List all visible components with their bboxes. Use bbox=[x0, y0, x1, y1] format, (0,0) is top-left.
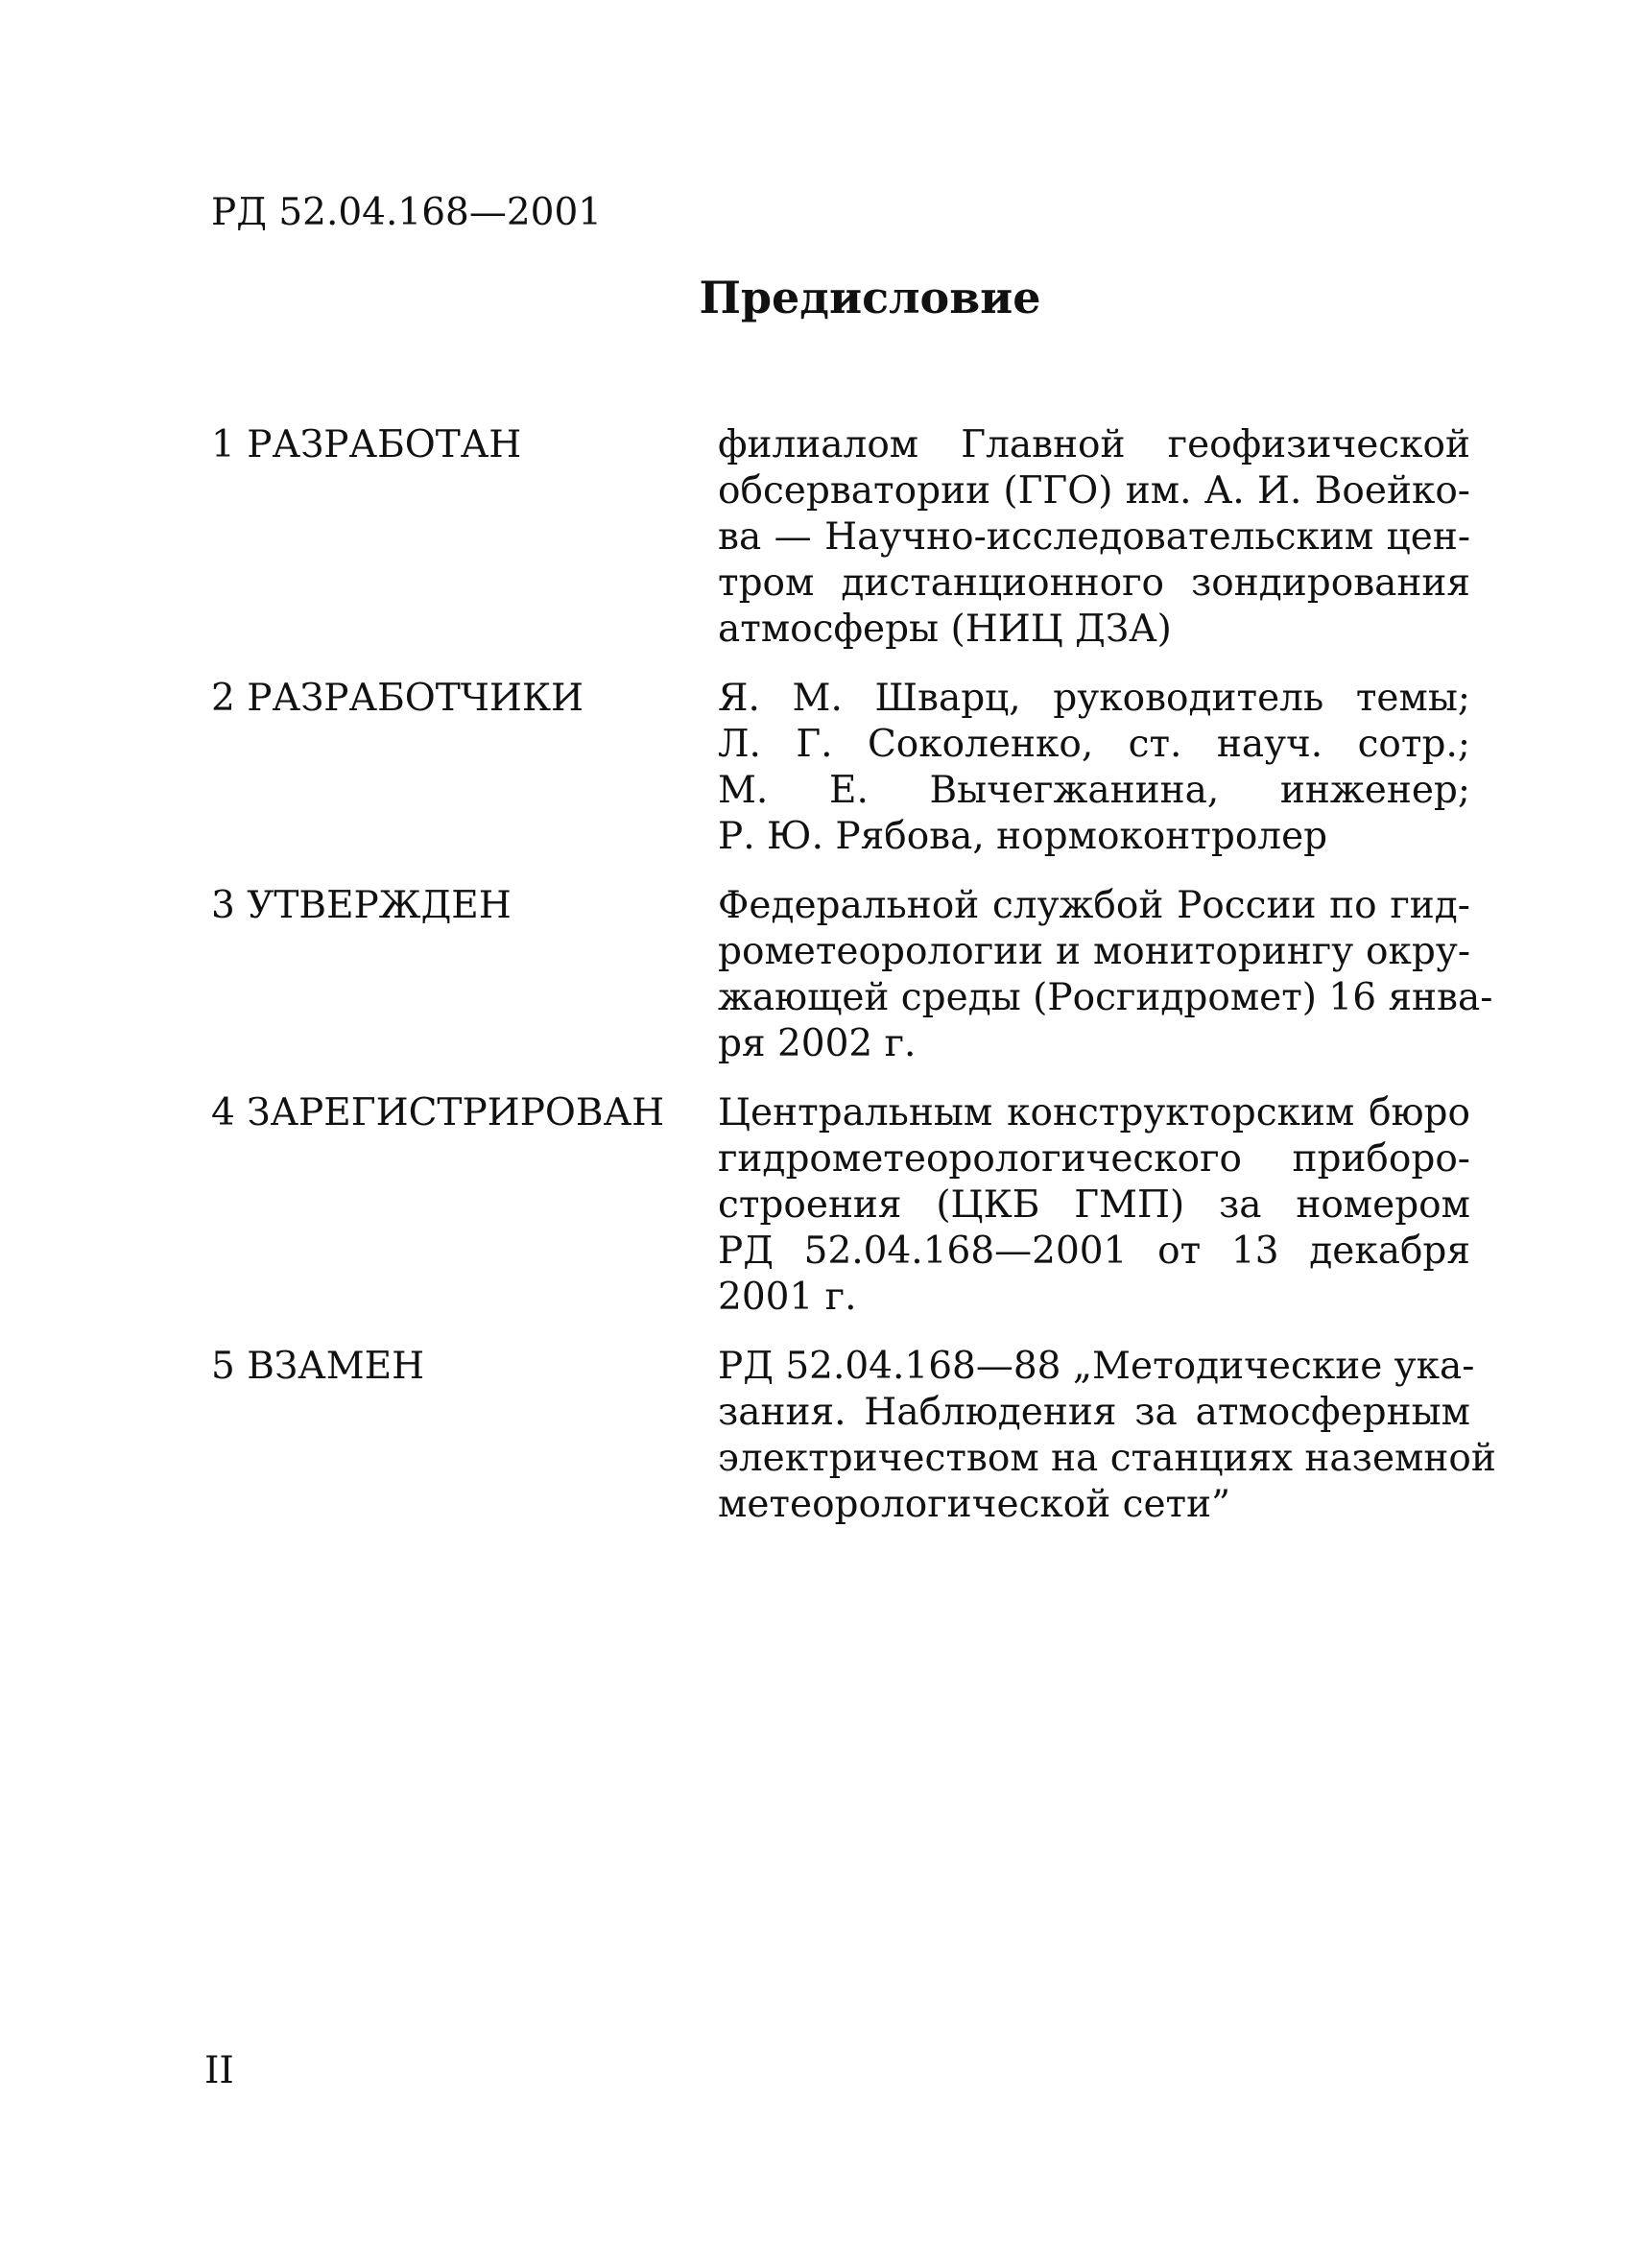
page-title: Предисловие bbox=[699, 272, 1041, 323]
text-line: строения (ЦКБ ГМП) за номером bbox=[718, 1183, 1470, 1227]
page-number: II bbox=[204, 2049, 234, 2092]
entry-developed bbox=[211, 422, 1470, 653]
text-line: жающей среды (Росгидромет) 16 янва- bbox=[718, 976, 1493, 1019]
entry-text bbox=[718, 422, 1470, 653]
text-line: Федеральной службой России по гид- bbox=[718, 884, 1470, 927]
text-line: ва — Научно-исследовательским цен- bbox=[718, 515, 1470, 559]
entry-registered bbox=[211, 1090, 1470, 1321]
entry-label: 1 РАЗРАБОТАН bbox=[211, 423, 522, 466]
text-line: филиалом Главной геофизической bbox=[718, 423, 1470, 466]
text-line: атмосферы (НИЦ ДЗА) bbox=[718, 608, 1172, 651]
text-line: РД 52.04.168—2001 от 13 декабря bbox=[718, 1229, 1470, 1273]
text-line: М. Е. Вычегжанина, инженер; bbox=[718, 769, 1470, 812]
document-code: РД 52.04.168—2001 bbox=[211, 191, 603, 234]
entry-label: 3 УТВЕРЖДЕН bbox=[211, 884, 512, 927]
text-line: РД 52.04.168—88 „Методические ука- bbox=[718, 1345, 1475, 1388]
text-line: Центральным конструкторским бюро bbox=[718, 1091, 1470, 1134]
entry-approved bbox=[211, 883, 1493, 1067]
text-line: обсерватории (ГГО) им. А. И. Воейко- bbox=[718, 469, 1470, 513]
entry-label: 2 РАЗРАБОТЧИКИ bbox=[211, 677, 584, 720]
text-line: Р. Ю. Рябова, нормоконтролер bbox=[718, 815, 1328, 858]
entry-text bbox=[718, 1344, 1496, 1528]
text-line: зания. Наблюдения за атмосферным bbox=[718, 1391, 1470, 1434]
foreword-entries bbox=[211, 422, 1496, 1528]
entry-label: 4 ЗАРЕГИСТРИРОВАН bbox=[211, 1091, 665, 1134]
text-line: метеорологической сети” bbox=[718, 1483, 1231, 1526]
text-line: тром дистанционного зондирования bbox=[718, 561, 1470, 605]
text-line: электричеством на станциях наземной bbox=[718, 1437, 1496, 1480]
entry-text bbox=[718, 883, 1493, 1067]
text-line: Л. Г. Соколенко, ст. науч. сотр.; bbox=[718, 723, 1470, 766]
entry-text bbox=[718, 676, 1470, 860]
entry-developers bbox=[211, 676, 1470, 860]
entry-text bbox=[718, 1090, 1470, 1321]
text-line: рометеорологии и мониторингу окру- bbox=[718, 930, 1470, 973]
entry-label: 5 ВЗАМЕН bbox=[211, 1345, 425, 1388]
text-line: 2001 г. bbox=[718, 1276, 857, 1319]
entry-replaces bbox=[211, 1344, 1496, 1528]
text-line: гидрометеорологического приборо- bbox=[718, 1137, 1470, 1181]
text-line: ря 2002 г. bbox=[718, 1022, 917, 1065]
text-line: Я. М. Шварц, руководитель темы; bbox=[718, 677, 1470, 720]
